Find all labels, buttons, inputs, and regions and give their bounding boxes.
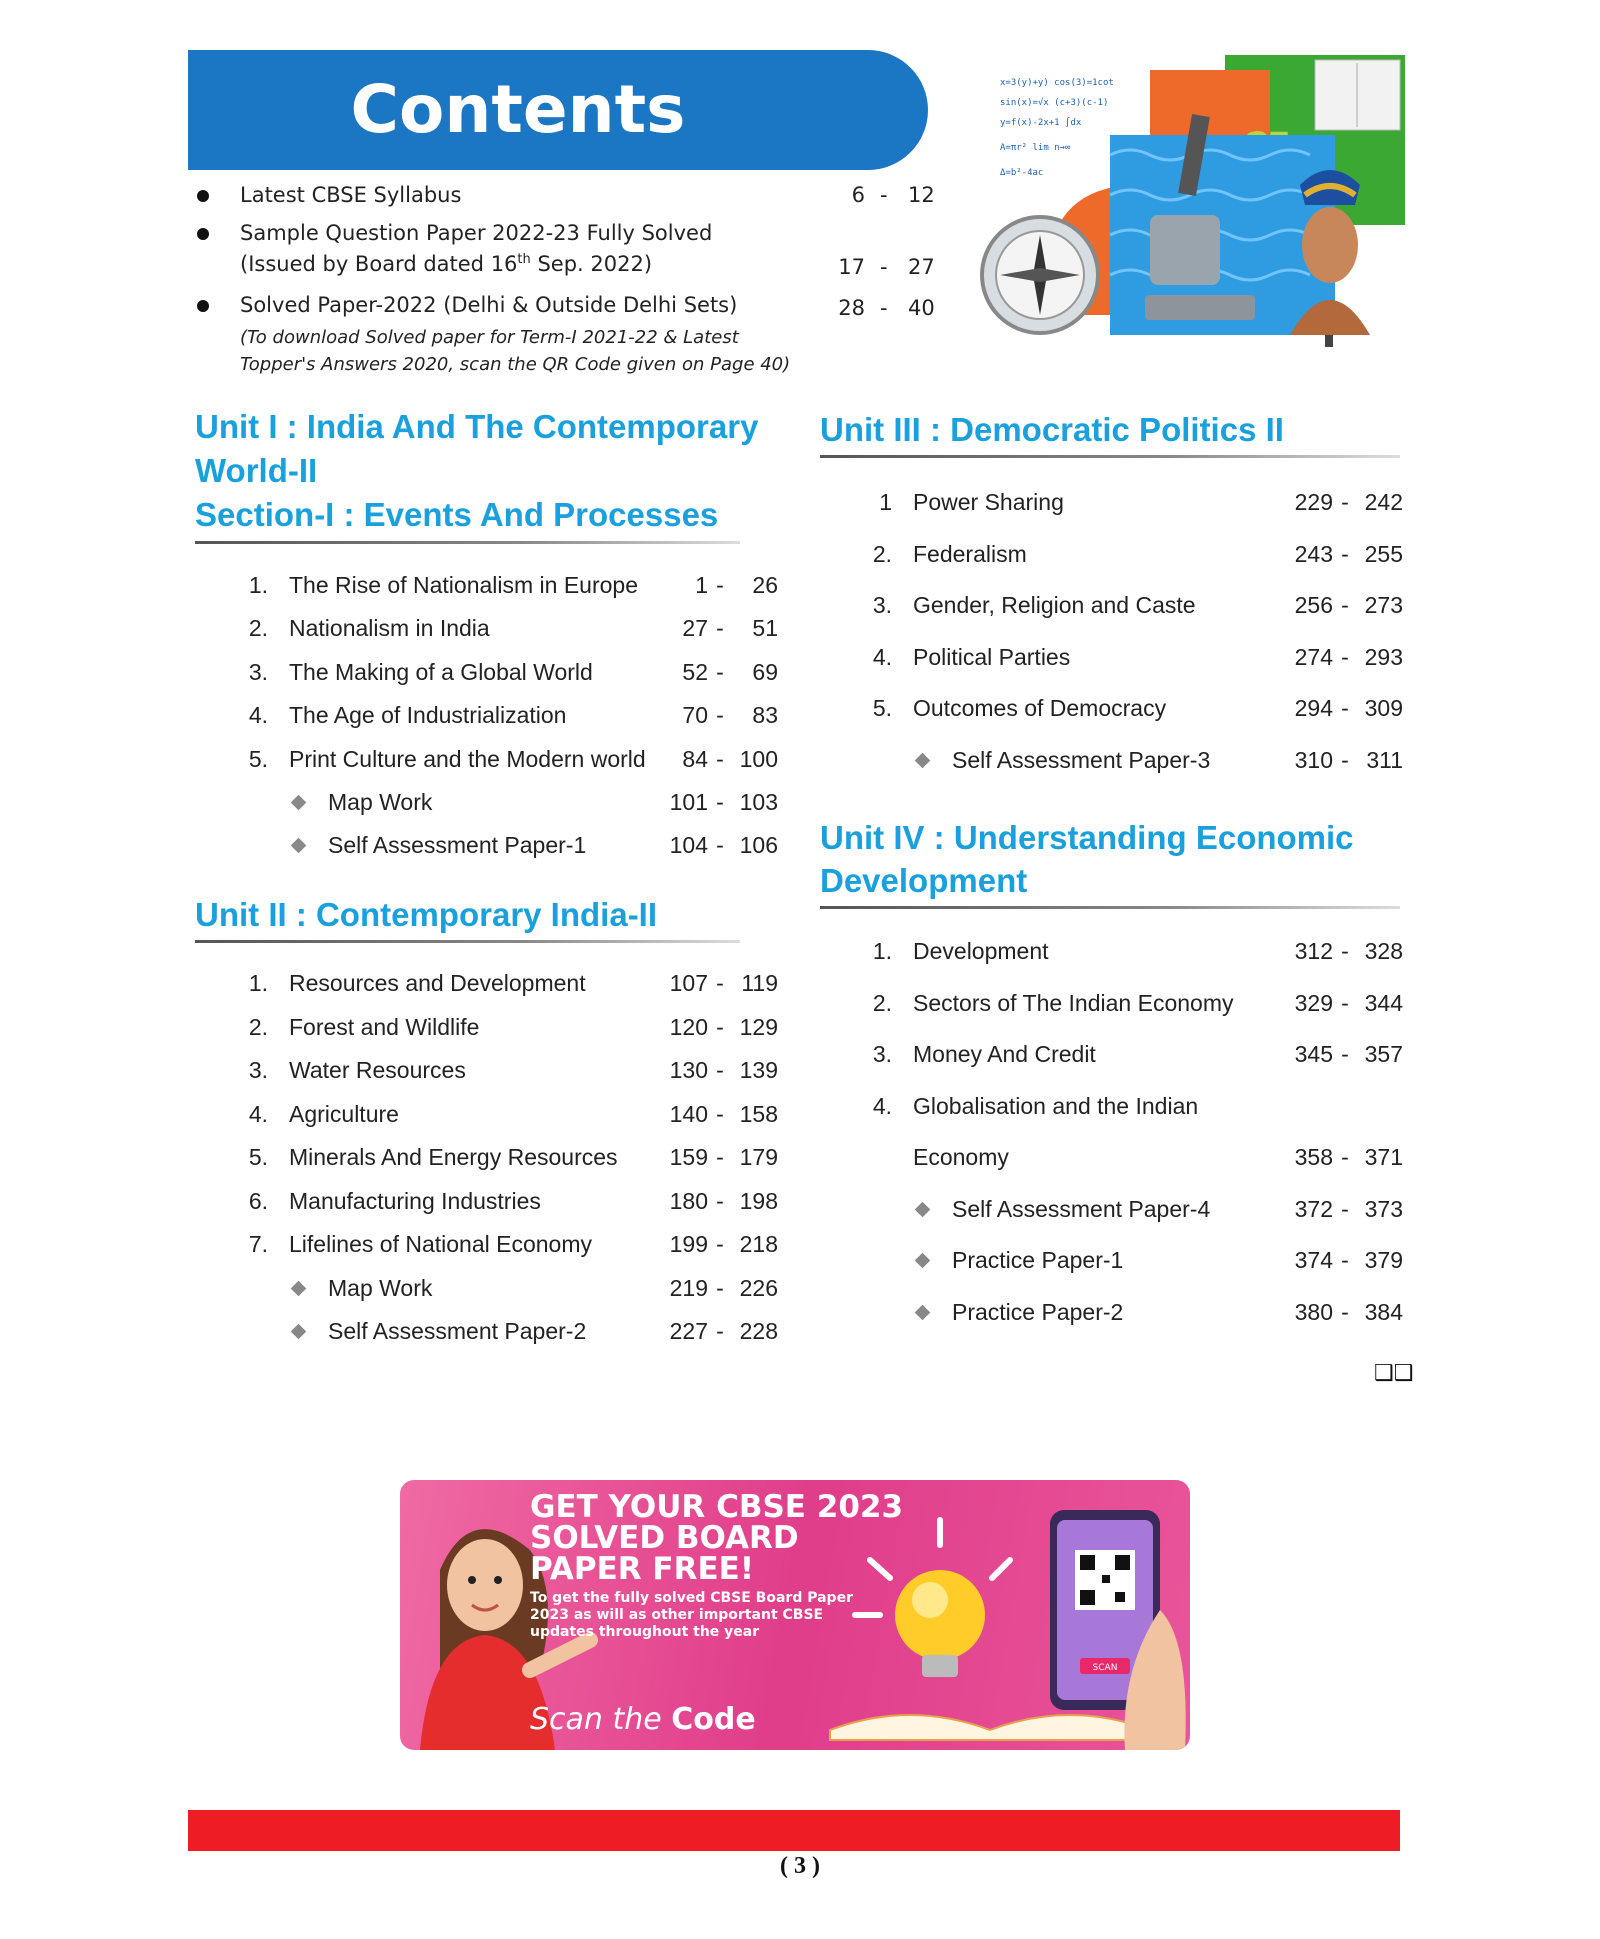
intro-item-label: Solved Paper-2022 (Delhi & Outside Delhi Sets) <box>240 293 738 317</box>
page-to: 373 <box>1364 1195 1403 1222</box>
page-from: 17 <box>838 255 865 279</box>
ad-subtitle-line: updates throughout the year <box>530 1624 760 1640</box>
page-from: 159 <box>669 1144 708 1170</box>
page-dash: - <box>1341 489 1349 515</box>
toc-row[interactable] <box>0 693 1600 723</box>
diamond-bullet-icon <box>291 1280 307 1296</box>
page-dash: - <box>716 1187 724 1214</box>
page-dash: - <box>716 1318 724 1344</box>
toc-item-label: Money And Credit <box>913 1041 1096 1067</box>
page-to: 83 <box>752 702 778 729</box>
toc-extra-row[interactable] <box>0 1245 1600 1275</box>
toc-row[interactable] <box>0 988 1600 1018</box>
toc-item-number: 2. <box>248 1013 268 1040</box>
unit-2-heading: Unit II : Contemporary India-II <box>195 896 658 933</box>
page-from: 219 <box>669 1274 708 1301</box>
toc-item-number: 5. <box>872 695 892 721</box>
page-dash: - <box>716 970 724 996</box>
toc-row[interactable] <box>0 1091 1600 1121</box>
ad-subtitle-line: 2023 as will as other important CBSE <box>530 1607 824 1623</box>
page-to: 40 <box>908 296 935 320</box>
page-dash: - <box>1341 1195 1349 1222</box>
toc-item-label: Print Culture and the Modern world <box>289 745 646 772</box>
page-to: 103 <box>739 789 778 815</box>
end-of-list-mark: ❑❑ <box>1374 1360 1414 1385</box>
page-to: 106 <box>739 832 778 859</box>
bulb-book-phone-illustration <box>810 1500 1190 1750</box>
toc-item-label: Globalisation and the Indian <box>913 1092 1199 1119</box>
toc-row[interactable] <box>0 936 1600 966</box>
toc-item-label: Agriculture <box>289 1100 399 1127</box>
page-to: 273 <box>1364 592 1403 618</box>
page-to: 12 <box>908 183 935 207</box>
page-from: 256 <box>1294 592 1333 618</box>
svg-text:A=πr² lim n→∞: A=πr² lim n→∞ <box>1000 143 1071 153</box>
page-dash: - <box>1341 1298 1349 1325</box>
footer-red-bar <box>188 1810 1400 1851</box>
toc-item-number: 4. <box>872 1092 892 1119</box>
toc-item-label: The Making of a Global World <box>289 658 593 685</box>
page-to: 27 <box>908 255 935 279</box>
unit-3-heading: Unit III : Democratic Politics II <box>820 411 1284 448</box>
toc-item-number: 3. <box>872 592 892 618</box>
toc-item-label: The Age of Industrialization <box>289 702 567 729</box>
ad-title-line: GET YOUR CBSE 2023 <box>530 1489 904 1525</box>
toc-extra-row[interactable] <box>0 787 1600 817</box>
toc-extra-row[interactable] <box>0 745 1600 775</box>
page-dash: - <box>716 658 724 685</box>
ad-subtitle-line: To get the fully solved CBSE Board Paper <box>530 1590 853 1606</box>
page-from: 227 <box>669 1318 708 1344</box>
section-1-heading: Section-I : Events And Processes <box>195 496 719 533</box>
toc-item-number: 1. <box>872 938 892 964</box>
page-dash: - <box>1341 938 1349 964</box>
toc-item-label: Self Assessment Paper-1 <box>328 832 587 859</box>
diamond-bullet-icon <box>915 1201 931 1217</box>
svg-text:y=f(x)-2x+1 ∫dx: y=f(x)-2x+1 ∫dx <box>1000 118 1082 128</box>
page-from: 372 <box>1294 1195 1333 1222</box>
toc-item-number: 4. <box>248 1100 268 1127</box>
page-to: 371 <box>1364 1144 1403 1170</box>
diamond-bullet-icon <box>915 1253 931 1269</box>
page-dash: - <box>880 296 888 320</box>
toc-extra-row[interactable] <box>0 1297 1600 1327</box>
page-to: 242 <box>1364 489 1403 515</box>
intro-item-sub: (Issued by Board dated 16th Sep. 2022) <box>240 252 653 276</box>
bullet-icon <box>197 190 209 202</box>
page-dash: - <box>1341 1144 1349 1170</box>
bullet-icon <box>197 300 209 312</box>
ad-title-line: PAPER FREE! <box>530 1551 754 1587</box>
page-from: 294 <box>1294 695 1333 721</box>
toc-item-number: 1. <box>248 572 268 598</box>
page-from: 199 <box>669 1231 708 1257</box>
toc-item-label: Practice Paper-2 <box>952 1298 1124 1325</box>
page-from: 329 <box>1294 989 1333 1016</box>
page-to: 255 <box>1364 540 1403 567</box>
toc-item-number: 6. <box>248 1187 268 1214</box>
page-to: 100 <box>739 745 778 772</box>
toc-item-number: 3. <box>248 658 268 685</box>
toc-extra-row[interactable] <box>0 830 1600 860</box>
heading-rule <box>820 455 1400 458</box>
page-dash: - <box>716 702 724 729</box>
unit-4-heading: Unit IV : Understanding Economic <box>820 819 1354 856</box>
page-dash: - <box>1341 1247 1349 1273</box>
ad-title-line: SOLVED BOARD <box>530 1520 799 1556</box>
toc-extra-row[interactable] <box>0 1194 1600 1224</box>
page-from: 52 <box>682 658 708 685</box>
toc-item-label: The Rise of Nationalism in Europe <box>289 572 638 598</box>
toc-item-label: Gender, Religion and Caste <box>913 592 1196 618</box>
page-to: 309 <box>1364 695 1403 721</box>
page-from: 358 <box>1294 1144 1333 1170</box>
toc-item-number: 4. <box>248 702 268 729</box>
toc-item-label: Political Parties <box>913 643 1071 670</box>
toc-item-label: Practice Paper-1 <box>952 1247 1124 1273</box>
diamond-bullet-icon <box>915 1304 931 1320</box>
page-dash: - <box>716 1057 724 1083</box>
page-to: 311 <box>1366 746 1403 773</box>
page-to: 379 <box>1364 1247 1403 1273</box>
intro-item-label: Sample Question Paper 2022-23 Fully Solved <box>240 221 713 245</box>
page-number: ( 3 ) <box>780 1853 820 1879</box>
page-from: 28 <box>838 296 865 320</box>
bullet-icon <box>197 228 209 240</box>
toc-row[interactable] <box>0 539 1600 569</box>
subject-collage-illustration <box>970 55 1410 355</box>
toc-row[interactable] <box>0 1142 1600 1172</box>
unit-1-heading-cont: World-II <box>195 452 318 489</box>
toc-item-label: Map Work <box>328 789 433 815</box>
page-from: 310 <box>1294 746 1333 773</box>
page-dash: - <box>716 832 724 859</box>
page-from: 120 <box>669 1013 708 1040</box>
toc-item-label: Resources and Development <box>289 970 586 996</box>
page-from: 274 <box>1294 643 1333 670</box>
page-dash: - <box>1341 540 1349 567</box>
page-from: 380 <box>1294 1298 1333 1325</box>
page-dash: - <box>716 615 724 642</box>
svg-text:Δ=b²-4ac: Δ=b²-4ac <box>1000 168 1044 178</box>
diamond-bullet-icon <box>915 752 931 768</box>
page-to: 198 <box>739 1187 778 1214</box>
toc-row[interactable] <box>0 1039 1600 1069</box>
page-from: 312 <box>1294 938 1333 964</box>
page-dash: - <box>1341 746 1349 773</box>
toc-row[interactable] <box>0 590 1600 620</box>
page-title: Contents <box>350 71 686 148</box>
toc-item-number: 4. <box>872 643 892 670</box>
page-from: 130 <box>669 1057 708 1083</box>
page-from: 374 <box>1294 1247 1333 1273</box>
page-dash: - <box>716 745 724 772</box>
page-to: 119 <box>741 970 778 996</box>
page-dash: - <box>1341 592 1349 618</box>
toc-item-label: Self Assessment Paper-3 <box>952 746 1211 773</box>
toc-item-label: Sectors of The Indian Economy <box>913 989 1234 1016</box>
intro-note-line: (To download Solved paper for Term-I 2021-22 & Latest <box>240 327 739 348</box>
page-dash: - <box>1341 1041 1349 1067</box>
page-from: 84 <box>682 745 708 772</box>
toc-item-number: 3. <box>872 1041 892 1067</box>
page-from: 70 <box>682 702 708 729</box>
unit-1-heading: Unit I : India And The Contemporary <box>195 408 759 445</box>
page-to: 218 <box>739 1231 778 1257</box>
page-to: 293 <box>1364 643 1403 670</box>
page-to: 69 <box>752 658 778 685</box>
page-dash: - <box>716 789 724 815</box>
diamond-bullet-icon <box>291 795 307 811</box>
page-dash: - <box>716 1231 724 1257</box>
page-to: 51 <box>752 615 778 642</box>
toc-item-number: 7. <box>248 1231 268 1257</box>
toc-item-number: 2. <box>248 615 268 642</box>
toc-row[interactable] <box>0 487 1600 517</box>
page-to: 26 <box>752 572 778 598</box>
page-to: 226 <box>739 1274 778 1301</box>
page-from: 1 <box>695 572 708 598</box>
intro-note-line: Topper's Answers 2020, scan the QR Code given on Page 40) <box>240 354 791 375</box>
toc-item-label: Power Sharing <box>913 489 1064 515</box>
page-dash: - <box>880 183 888 207</box>
page-dash: - <box>716 1013 724 1040</box>
toc-item-number: 5. <box>248 745 268 772</box>
svg-text:sin(x)=√x (c+3)(c-1): sin(x)=√x (c+3)(c-1) <box>1000 98 1109 108</box>
toc-row[interactable] <box>0 642 1600 672</box>
cbse-solved-paper-ad[interactable] <box>400 1480 1190 1750</box>
page-from: 107 <box>669 970 708 996</box>
toc-item-number: 2. <box>872 540 892 567</box>
intro-item-label: Latest CBSE Syllabus <box>240 183 462 207</box>
toc-item-number: 1 <box>879 489 892 515</box>
toc-item-label: Forest and Wildlife <box>289 1013 480 1040</box>
toc-item-label: Development <box>913 938 1049 964</box>
phone-scan-button-label: SCAN <box>1092 1663 1118 1673</box>
page-to: 344 <box>1364 989 1403 1016</box>
unit-4-heading-cont: Development <box>820 862 1028 899</box>
page-to: 384 <box>1364 1298 1403 1325</box>
toc-item-number: 5. <box>248 1144 268 1170</box>
page-dash: - <box>716 1274 724 1301</box>
page-from: 6 <box>851 183 865 207</box>
toc-item-label: Manufacturing Industries <box>289 1187 541 1214</box>
page-from: 27 <box>682 615 708 642</box>
page-to: 357 <box>1364 1041 1403 1067</box>
page-to: 129 <box>739 1013 778 1040</box>
page-to: 158 <box>739 1100 778 1127</box>
page-to: 328 <box>1364 938 1403 964</box>
page-dash: - <box>716 1100 724 1127</box>
page-from: 345 <box>1294 1041 1333 1067</box>
scan-the-code-text: Scan the Code <box>530 1702 756 1737</box>
page-dash: - <box>1341 989 1349 1016</box>
toc-item-label: Minerals And Energy Resources <box>289 1144 618 1170</box>
page-from: 140 <box>669 1100 708 1127</box>
page-from: 180 <box>669 1187 708 1214</box>
toc-item-label: Outcomes of Democracy <box>913 695 1167 721</box>
toc-item-number: 1. <box>248 970 268 996</box>
page-from: 243 <box>1294 540 1333 567</box>
toc-item-number: 3. <box>248 1057 268 1083</box>
toc-item-label: Map Work <box>328 1274 433 1301</box>
diamond-bullet-icon <box>291 838 307 854</box>
toc-item-label: Nationalism in India <box>289 615 490 642</box>
svg-text:x=3(y)+y) cos(3)=1cot: x=3(y)+y) cos(3)=1cot <box>1000 78 1114 88</box>
toc-item-label: Economy <box>913 1144 1009 1170</box>
toc-item-label: Self Assessment Paper-2 <box>328 1318 587 1344</box>
page-from: 101 <box>669 789 708 815</box>
page-dash: - <box>716 572 724 598</box>
heading-rule <box>820 906 1400 909</box>
toc-item-label: Federalism <box>913 540 1027 567</box>
toc-item-label: Lifelines of National Economy <box>289 1231 592 1257</box>
page-to: 139 <box>739 1057 778 1083</box>
page-dash: - <box>880 255 888 279</box>
toc-item-label: Water Resources <box>289 1057 466 1083</box>
toc-item-number: 2. <box>872 989 892 1016</box>
page-dash: - <box>1341 695 1349 721</box>
page-dash: - <box>716 1144 724 1170</box>
toc-item-label: Self Assessment Paper-4 <box>952 1195 1211 1222</box>
page-dash: - <box>1341 643 1349 670</box>
page-to: 228 <box>739 1318 778 1344</box>
page-from: 104 <box>669 832 708 859</box>
page-to: 179 <box>739 1144 778 1170</box>
page-from: 229 <box>1294 489 1333 515</box>
